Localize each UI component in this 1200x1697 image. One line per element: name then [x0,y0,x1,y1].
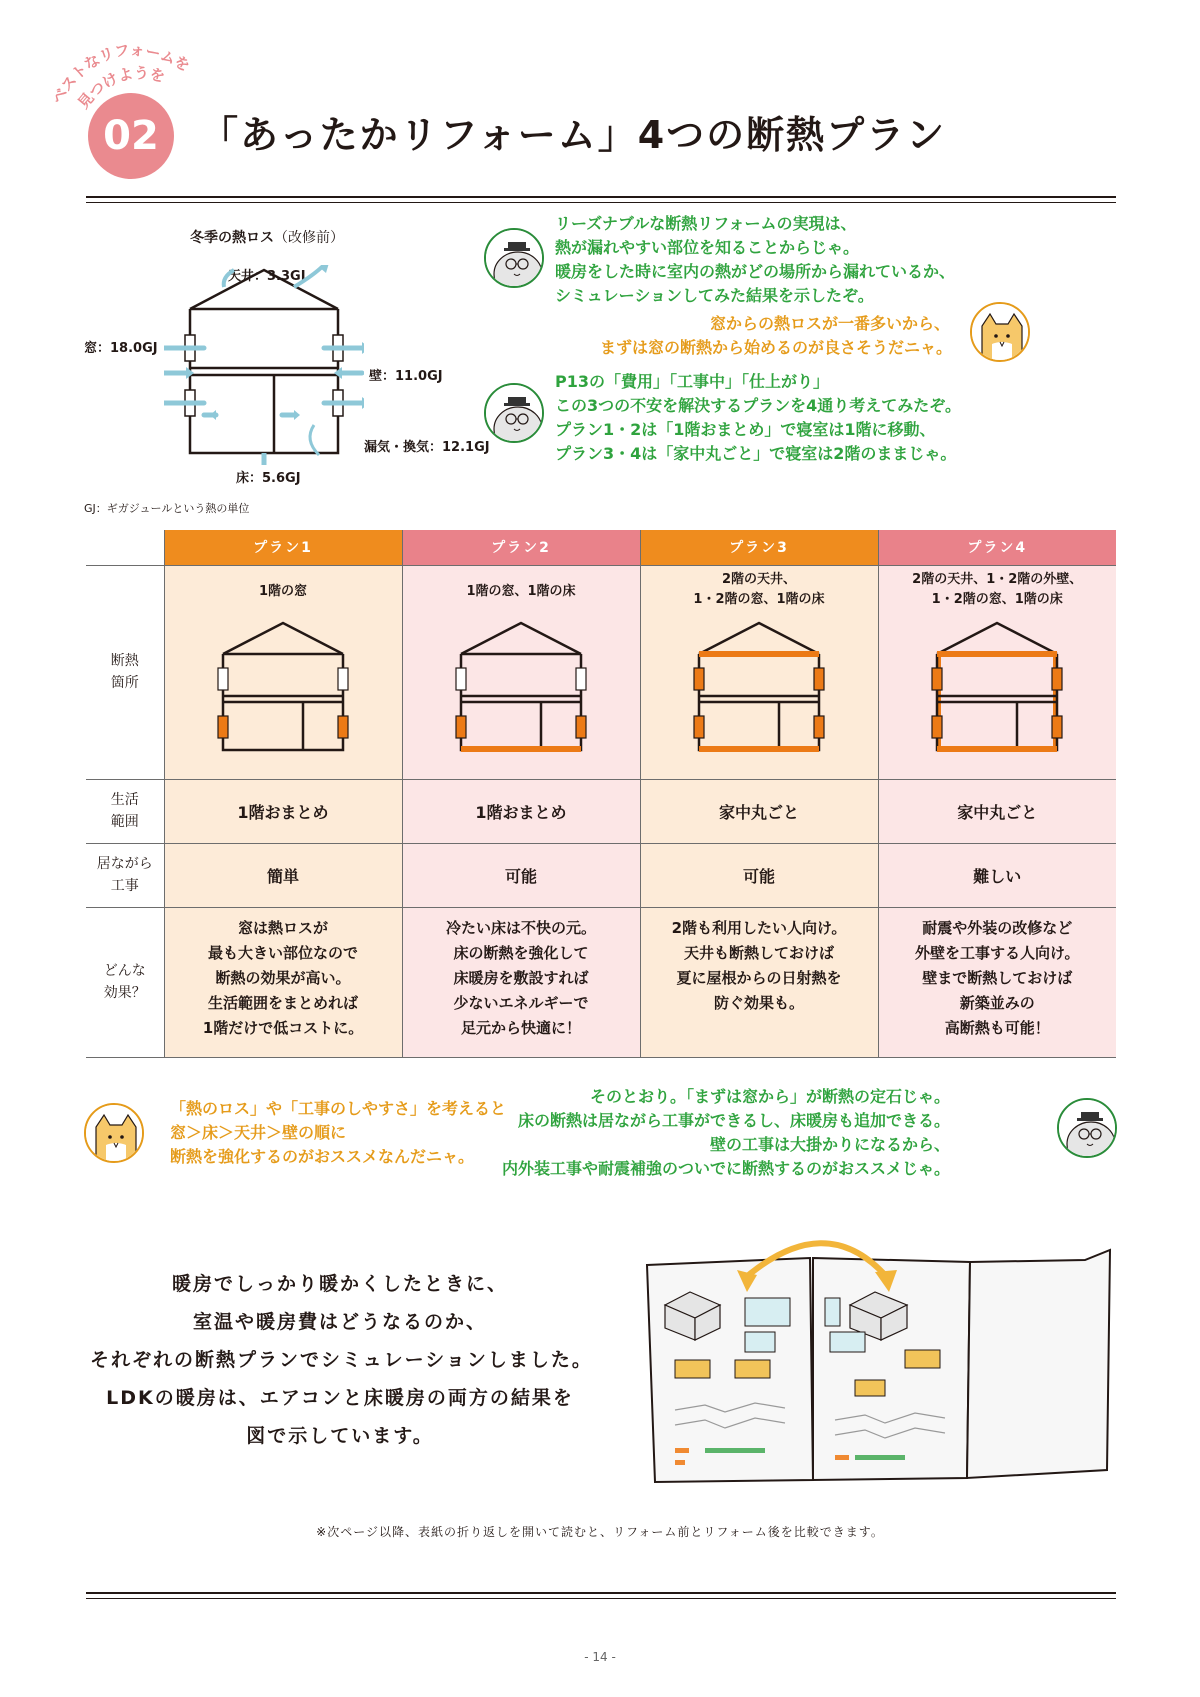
professor-cat-avatar-2 [484,383,544,443]
arc-text-line1: ベストなリフォームを [48,40,193,108]
plan-1-range: 1階おまとめ [164,779,402,843]
section-number-badge: 02 [88,93,174,179]
label-window: 窓：18.0GJ [84,341,158,356]
plan-2-construction: 可能 [402,843,640,907]
footnote: ※次ページ以降、表紙の折り返しを開いて読むと、リフォーム前とリフォーム後を比較できます。 [316,1525,884,1539]
plan-2-effect: 冷たい床は不快の元。 床の断熱を強化して 床暖房を敷設すれば 少ないエネルギーで 足元から快適に！ [402,907,640,1057]
plan-comparison-table [86,530,1116,1058]
diagram-title: 冬季の熱ロス（改修前） [190,230,344,246]
row-label-construction: 居ながら 工事 [86,843,164,907]
plan-1-house-diagram [213,618,353,758]
plan-3-construction: 可能 [640,843,878,907]
label-floor: 床：5.6GJ [236,471,301,486]
speech-professor-1: リーズナブルな断熱リフォームの実現は、 熱が漏れやすい部位を知ることからじゃ。 暖房をした時に室内の熱がどの場所から漏れているか、 シミュレーションしてみた結果を示したぞ。 [555,214,956,305]
row-label-location: 断熱 箇所 [86,565,164,779]
professor-cat-icon [1059,1100,1117,1158]
speech-professor-2: P13の「費用」「工事中」「仕上がり」 この3つの不安を解決するプランを4通り考えてみたぞ。 プラン1・2は「1階おまとめ」で寝室は1階に移動、 プラン3・4は「家中丸ごと」で寝室は2階のままじゃ。 [555,372,961,463]
plan-3-effect: 2階も利用したい人向け。 天井も断熱しておけば 夏に屋根からの日射熱を 防ぐ効果も。 [640,907,878,1057]
plan-2-range: 1階おまとめ [402,779,640,843]
plan-4-range: 家中丸ごと [878,779,1116,843]
heat-loss-diagram [84,225,514,515]
plan-4-construction: 難しい [878,843,1116,907]
plan-4-header: プラン4 [878,530,1116,565]
label-ceiling: 天井：3.3GJ [228,269,306,284]
row-label-range: 生活 範囲 [86,779,164,843]
row-label-effect: どんな 効果？ [86,907,164,1057]
professor-cat-avatar-3 [1057,1098,1117,1158]
cat-icon [972,304,1030,362]
page-number: - 14 - [584,1650,616,1664]
plan-3-location: 2階の天井、 1・2階の窓、1階の床 [640,565,878,779]
table-corner [86,530,164,565]
plan-4-location: 2階の天井、1・2階の外壁、 1・2階の窓、1階の床 [878,565,1116,779]
speech-cat-1: 窓からの熱ロスが一番多いから、 まずは窓の断熱から始めるのが良さそうだニャ。 [600,314,953,357]
plan-3-header: プラン3 [640,530,878,565]
plan-4-effect: 耐震や外装の改修など 外壁を工事する人向け。 壁まで断熱しておけば 新築並みの 高断熱も可能！ [878,907,1116,1057]
plan-2-house-diagram [451,618,591,758]
bottom-divider [86,1592,1116,1599]
plan-1-location: 1階の窓 [164,565,402,779]
professor-cat-icon [486,385,544,443]
speech-professor-3: そのとおり。「まずは窓から」が断熱の定石じゃ。 床の断熱は居ながら工事ができるし、床暖房も追加できる。 壁の工事は大掛かりになるから、 内外装工事や耐震補強のついでに断熱するのがおススメじゃ。 [501,1087,950,1178]
plan-1-effect: 窓は熱ロスが 最も大きい部位なので 断熱の効果が高い。 生活範囲をまとめれば 1階だけで低コストに。 [164,907,402,1057]
speech-cat-2: 「熱のロス」や「工事のしやすさ」を考えると 窓＞床＞天井＞壁の順に 断熱を強化するのがおススメなんだニャ。 [170,1099,507,1166]
page-title: 「あったかリフォーム」4つの断熱プラン [200,113,947,157]
professor-cat-icon [486,230,544,288]
label-ventilation: 漏気・換気：12.1GJ [364,440,490,455]
plan-1-construction: 簡単 [164,843,402,907]
cat-avatar-top [970,302,1030,362]
plan-2-location: 1階の窓、1階の床 [402,565,640,779]
top-divider [86,196,1116,203]
arc-text-line2: 見つけようを [74,63,167,113]
plan-2-header: プラン2 [402,530,640,565]
plan-3-house-diagram [689,618,829,758]
cat-icon [86,1105,144,1163]
diagram-footnote: GJ：ギガジュールという熱の単位 [84,502,250,515]
plan-1-header: プラン1 [164,530,402,565]
simulation-description: 暖房でしっかり暖かくしたときに、 室温や暖房費はどうなるのか、 それぞれの断熱プランでシミュレーションしました。 LDKの暖房は、エアコンと床暖房の両方の結果を 図で示しています。 [90,1273,593,1447]
plan-3-range: 家中丸ごと [640,779,878,843]
label-wall: 壁：11.0GJ [369,369,443,384]
house-illustration [164,265,364,465]
professor-cat-avatar [484,228,544,288]
open-booklet-illustration [645,1220,1115,1490]
cat-avatar-bottom [84,1103,144,1163]
plan-4-house-diagram [927,618,1067,758]
